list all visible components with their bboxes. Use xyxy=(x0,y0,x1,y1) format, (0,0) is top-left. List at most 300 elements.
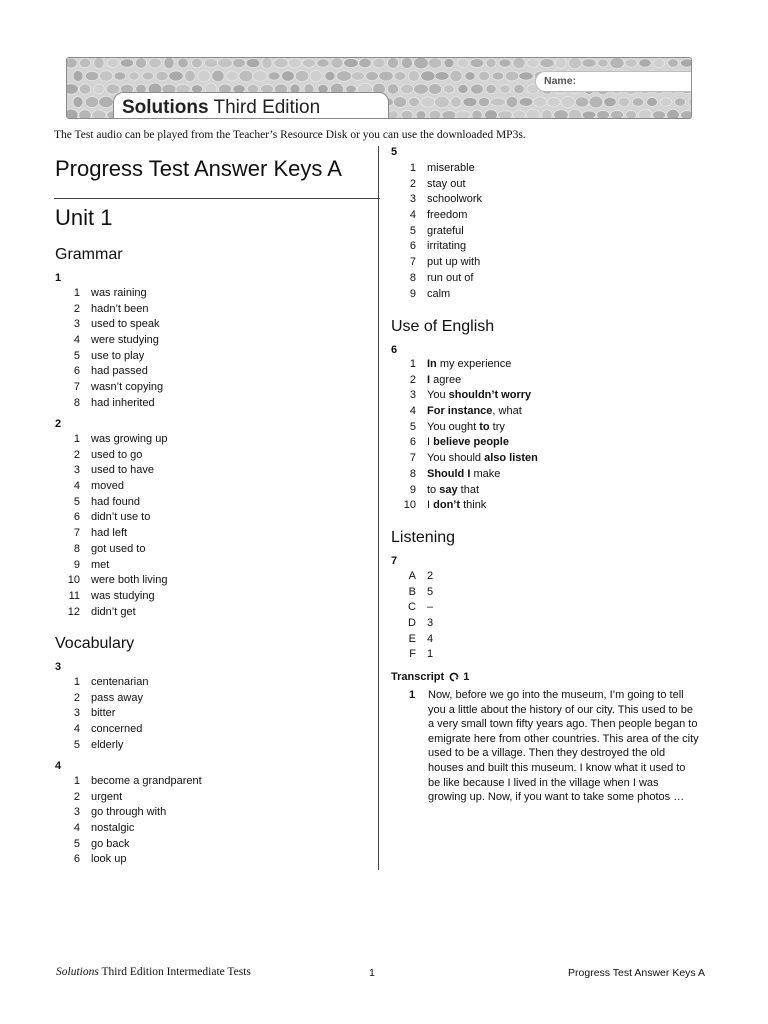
banner-blob xyxy=(519,72,534,80)
section-listening: Listening xyxy=(391,529,456,546)
exercise-4-list xyxy=(55,774,355,868)
banner-blob xyxy=(689,97,692,107)
answer-text: bitter xyxy=(91,707,116,720)
name-field[interactable] xyxy=(535,71,692,92)
exercise-number: 1 xyxy=(55,272,62,284)
answer-text: was raining xyxy=(91,287,147,299)
answer-text: I believe people xyxy=(427,436,509,449)
answer-text: 3 xyxy=(427,617,434,630)
banner-blob xyxy=(435,72,449,81)
answer-text: got used to xyxy=(91,542,146,555)
banner-blob xyxy=(533,97,547,107)
transcript-item-number: 1 xyxy=(409,689,416,701)
answer-number: 3 xyxy=(73,707,80,720)
banner-blob xyxy=(625,59,637,67)
banner-blob xyxy=(366,71,379,80)
banner-blob xyxy=(393,97,406,108)
answer-row xyxy=(391,435,691,451)
banner-blob xyxy=(414,58,429,69)
answer-text: run out of xyxy=(427,271,474,284)
banner-blob xyxy=(409,97,420,106)
banner-blob xyxy=(414,84,429,94)
audio-track-icon xyxy=(449,672,459,682)
banner-blob xyxy=(442,111,456,119)
banner-blob xyxy=(337,71,352,82)
banner-blob xyxy=(472,110,482,119)
answer-number: 3 xyxy=(409,193,416,206)
section-grammar: Grammar xyxy=(55,246,123,263)
answer-text: Should I make xyxy=(427,467,501,480)
banner-blob xyxy=(379,71,394,81)
answer-text: 2 xyxy=(427,570,434,582)
banner-blob xyxy=(589,96,603,108)
answer-key-phrase: Should I xyxy=(427,467,471,480)
answer-number: 5 xyxy=(409,224,416,237)
answer-text: I don’t think xyxy=(427,499,487,512)
answer-key-phrase: For instance xyxy=(427,405,493,418)
banner-blob xyxy=(129,72,139,80)
answer-text: schoolwork xyxy=(427,193,483,206)
exercise-number: 6 xyxy=(391,344,398,356)
banner-blob xyxy=(582,59,596,68)
answer-row xyxy=(55,573,355,589)
banner-blob xyxy=(79,84,91,94)
banner-blob xyxy=(185,70,196,82)
answer-text: 5 xyxy=(427,585,434,598)
answer-row xyxy=(391,192,691,208)
answer-number: 6 xyxy=(409,436,416,449)
answer-row xyxy=(55,333,355,349)
banner-blob xyxy=(204,58,217,67)
banner-blob xyxy=(149,58,162,68)
banner-blob xyxy=(597,110,610,119)
banner-blob xyxy=(67,109,78,119)
answer-row xyxy=(391,287,691,303)
banner-blob xyxy=(218,58,233,68)
footer-book-title xyxy=(56,966,251,978)
answer-key-phrase: don’t xyxy=(433,499,461,512)
banner-blob xyxy=(443,85,454,93)
banner-blob xyxy=(85,96,99,107)
answer-row xyxy=(55,542,355,558)
answer-text: become a grandparent xyxy=(91,775,202,787)
answer-text: use to play xyxy=(91,349,145,362)
answer-number: 2 xyxy=(73,302,80,315)
answer-row xyxy=(391,373,691,389)
answer-text: freedom xyxy=(427,209,468,222)
answer-number: 5 xyxy=(73,738,80,751)
banner-blob xyxy=(478,71,489,81)
answer-row xyxy=(55,774,355,790)
banner-blob xyxy=(639,59,651,67)
section-use-of-english: Use of English xyxy=(391,318,495,335)
answer-row xyxy=(55,589,355,605)
answer-row xyxy=(55,675,355,691)
answer-number: 1 xyxy=(409,162,416,174)
answer-number: 8 xyxy=(409,271,416,284)
answer-text: You should also listen xyxy=(427,452,538,465)
answer-row xyxy=(391,483,691,499)
answer-text: put up with xyxy=(427,256,481,269)
edition-brand: Solutions xyxy=(122,97,209,118)
banner-blob xyxy=(92,110,107,119)
banner-blob xyxy=(120,59,133,67)
transcript-track: 1 xyxy=(463,671,470,683)
answer-row xyxy=(391,616,691,632)
exercise-7-list xyxy=(391,569,691,663)
banner-blob xyxy=(401,58,412,69)
answer-number: 12 xyxy=(67,605,80,618)
answer-row xyxy=(55,706,355,722)
answer-row xyxy=(55,738,355,754)
answer-row xyxy=(55,605,355,621)
banner-blob xyxy=(499,59,511,67)
banner-blob xyxy=(400,84,413,93)
banner-blob xyxy=(421,71,436,81)
answer-row xyxy=(391,177,691,193)
answer-row xyxy=(391,271,691,287)
banner-blob xyxy=(387,58,398,68)
banner-blob xyxy=(178,58,189,68)
exercise-1-list xyxy=(55,286,355,412)
banner-blob xyxy=(253,71,268,82)
answer-text: go back xyxy=(91,837,130,850)
answer-number: 1 xyxy=(73,433,80,445)
answer-text: In my experience xyxy=(427,358,512,370)
banner-blob xyxy=(302,59,315,68)
answer-number: 1 xyxy=(409,358,416,370)
answer-number: 6 xyxy=(73,853,80,866)
banner-blob xyxy=(506,96,518,107)
page-number: 1 xyxy=(369,967,375,979)
answer-row xyxy=(55,463,355,479)
banner-blob xyxy=(568,58,581,69)
banner-blob xyxy=(647,97,658,106)
banner-blob xyxy=(274,58,288,68)
exercise-3-list xyxy=(55,675,355,753)
answer-text: were studying xyxy=(91,334,159,347)
answer-text: had found xyxy=(91,495,140,508)
answer-row xyxy=(55,510,355,526)
banner-blob xyxy=(680,59,692,67)
unit-heading: Unit 1 xyxy=(55,205,113,230)
answer-row xyxy=(55,349,355,365)
answer-text: miserable xyxy=(427,162,475,174)
banner-blob xyxy=(653,58,664,67)
banner-blob xyxy=(73,70,83,81)
answer-text: moved xyxy=(91,480,125,493)
answer-text: You ought to try xyxy=(427,420,505,433)
answer-number: 4 xyxy=(73,480,80,493)
banner-blob xyxy=(310,70,322,82)
banner-blob xyxy=(451,97,462,108)
answer-number: 8 xyxy=(73,542,80,555)
footer-doc-title: Progress Test Answer Keys A xyxy=(568,967,705,979)
answer-row xyxy=(391,647,691,663)
banner-blob xyxy=(79,110,92,119)
banner-blob xyxy=(85,71,99,80)
answer-row xyxy=(55,558,355,574)
banner-blob xyxy=(317,59,329,67)
column-divider xyxy=(378,146,379,870)
answer-key-phrase: also listen xyxy=(484,452,538,465)
answer-number: 1 xyxy=(73,676,80,688)
answer-number: 6 xyxy=(409,240,416,253)
banner-blob xyxy=(626,110,637,119)
answer-number: 10 xyxy=(67,574,80,587)
answer-number: 1 xyxy=(73,287,80,299)
section-vocabulary: Vocabulary xyxy=(55,635,135,652)
banner-blob xyxy=(542,110,552,119)
banner-blob xyxy=(268,72,280,80)
answer-row xyxy=(391,498,691,514)
answer-row xyxy=(55,495,355,511)
answer-number: 5 xyxy=(73,837,80,850)
banner-blob xyxy=(681,111,692,119)
banner-blob xyxy=(660,98,672,106)
answer-row xyxy=(391,600,691,616)
banner-blob xyxy=(435,96,450,108)
answer-key-phrase: say xyxy=(439,483,458,496)
banner-blob xyxy=(575,97,588,107)
banner-blob xyxy=(421,97,435,107)
banner-blob xyxy=(668,59,679,68)
answer-row xyxy=(55,396,355,412)
answer-row xyxy=(391,404,691,420)
banner-blob xyxy=(470,58,484,67)
answer-text: were both living xyxy=(91,574,168,587)
answer-row xyxy=(55,722,355,738)
footer-brand: Solutions xyxy=(56,966,99,978)
answer-row xyxy=(55,691,355,707)
banner-blob xyxy=(388,111,399,119)
answer-text: didn’t use to xyxy=(91,511,151,524)
header-banner xyxy=(66,57,692,119)
answer-text: 4 xyxy=(427,632,434,645)
banner-blob xyxy=(611,110,624,119)
answer-row xyxy=(55,302,355,318)
banner-blob xyxy=(514,84,525,93)
answer-number: D xyxy=(408,617,416,630)
answer-number: C xyxy=(408,601,416,614)
answer-text: had inherited xyxy=(91,396,155,409)
exercise-number: 3 xyxy=(55,661,62,673)
banner-blob xyxy=(359,58,371,68)
banner-blob xyxy=(288,58,301,68)
transcript-text: Now, before we go into the museum, I’m going to tell you a little about the history of our city. This used to be a very small town fifty years ago. Then people began to emigrate here from other countries. This area of the city used to be a village. Then they destroyed the old houses and built this museum. I know what it used to be like because I lived in the village when I was growing up. Now, if you want to take some photos … xyxy=(428,689,699,804)
banner-blob xyxy=(169,71,184,81)
intro-note: The Test audio can be played from the Teacher’s Resource Disk or you can use the downloaded MP3s. xyxy=(54,129,526,141)
banner-blob xyxy=(667,109,680,119)
answer-number: 3 xyxy=(73,806,80,819)
banner-blob xyxy=(486,84,496,93)
answer-row xyxy=(55,286,355,302)
answer-text: wasn’t copying xyxy=(91,381,164,394)
answer-row xyxy=(391,569,691,585)
answer-row xyxy=(391,585,691,601)
answer-text: had left xyxy=(91,527,128,540)
banner-blob xyxy=(246,58,260,67)
banner-blob xyxy=(652,111,665,119)
banner-blob xyxy=(212,70,224,82)
banner-blob xyxy=(492,72,504,80)
answer-text: pass away xyxy=(91,691,143,704)
answer-number: 11 xyxy=(68,589,80,602)
footer-book-suffix: Third Edition Intermediate Tests xyxy=(98,966,251,978)
answer-number: 9 xyxy=(73,558,80,571)
answer-number: 4 xyxy=(409,209,416,222)
answer-number: A xyxy=(408,570,416,582)
answer-text: You shouldn’t worry xyxy=(427,389,532,402)
answer-row xyxy=(391,255,691,271)
banner-blob xyxy=(582,111,596,119)
answer-number: 1 xyxy=(73,775,80,787)
banner-blob xyxy=(675,98,686,106)
banner-blob xyxy=(610,58,624,69)
answer-text: had passed xyxy=(91,365,148,378)
exercise-5-list xyxy=(391,161,691,302)
banner-blob xyxy=(478,97,489,106)
answer-text: stay out xyxy=(427,177,466,190)
banner-blob xyxy=(471,84,484,94)
answer-key-phrase: In xyxy=(427,358,437,370)
answer-row xyxy=(55,380,355,396)
answer-number: 4 xyxy=(73,334,80,347)
banner-blob xyxy=(500,85,511,94)
banner-blob xyxy=(548,97,561,106)
banner-blob xyxy=(457,58,468,68)
banner-blob xyxy=(67,58,77,68)
banner-blob xyxy=(262,58,272,69)
answer-text: I agree xyxy=(427,373,462,386)
answer-text: to say that xyxy=(427,483,479,496)
transcript-heading xyxy=(391,671,469,683)
answer-row xyxy=(391,357,691,373)
answer-text: concerned xyxy=(91,723,143,736)
answer-text: look up xyxy=(91,853,127,866)
answer-number: 8 xyxy=(409,467,416,480)
answer-number: 2 xyxy=(409,177,416,190)
banner-blob xyxy=(344,58,359,67)
banner-blob xyxy=(192,58,203,68)
banner-blob xyxy=(394,72,406,81)
answer-number: 4 xyxy=(73,723,80,736)
banner-blob xyxy=(331,58,343,68)
answer-row xyxy=(391,224,691,240)
banner-blob xyxy=(295,70,309,81)
answer-text: elderly xyxy=(91,738,124,751)
banner-blob xyxy=(408,71,419,82)
answer-text: calm xyxy=(427,287,451,300)
answer-row xyxy=(391,208,691,224)
exercise-number: 5 xyxy=(391,146,398,158)
edition-title xyxy=(122,97,320,119)
page-title: Progress Test Answer Keys A xyxy=(55,156,342,181)
answer-number: 2 xyxy=(73,448,80,461)
answer-text: hadn’t been xyxy=(91,302,149,315)
answer-row xyxy=(391,239,691,255)
exercise-6-list xyxy=(391,357,691,514)
exercise-number: 2 xyxy=(55,418,62,430)
answer-row xyxy=(55,821,355,837)
answer-number: 5 xyxy=(409,420,416,433)
answer-number: 7 xyxy=(73,527,80,540)
answer-number: E xyxy=(408,632,416,645)
banner-blob xyxy=(450,70,462,82)
banner-blob xyxy=(387,84,399,94)
banner-blob xyxy=(325,71,335,80)
answer-row xyxy=(391,161,691,177)
banner-blob xyxy=(568,109,581,119)
banner-blob xyxy=(604,97,616,107)
answer-row xyxy=(55,790,355,806)
answer-row xyxy=(391,420,691,436)
answer-number: 8 xyxy=(73,396,80,409)
answer-row xyxy=(55,837,355,853)
banner-blob xyxy=(114,72,126,80)
banner-blob xyxy=(226,71,238,81)
banner-blob xyxy=(498,111,513,119)
exercise-number: 7 xyxy=(391,555,398,567)
banner-blob xyxy=(444,58,454,67)
banner-blob xyxy=(619,97,630,106)
banner-blob xyxy=(526,109,540,119)
banner-blob xyxy=(505,71,519,81)
banner-blob xyxy=(156,71,168,81)
banner-blob xyxy=(282,71,295,82)
answer-row xyxy=(55,317,355,333)
banner-blob xyxy=(351,72,364,81)
answer-number: 2 xyxy=(409,373,416,386)
answer-number: B xyxy=(408,585,416,598)
exercise-2-list xyxy=(55,432,355,620)
banner-blob xyxy=(428,58,442,68)
banner-blob xyxy=(632,98,643,107)
banner-blob xyxy=(198,70,210,82)
answer-text: was growing up xyxy=(91,433,168,445)
answer-key-phrase: believe people xyxy=(433,436,509,449)
answer-number: 7 xyxy=(409,452,416,465)
answer-row xyxy=(55,852,355,868)
answer-number: 9 xyxy=(409,287,416,300)
answer-number: 7 xyxy=(409,256,416,269)
banner-blob xyxy=(373,58,385,68)
answer-row xyxy=(391,451,691,467)
banner-blob xyxy=(239,70,253,82)
answer-number: F xyxy=(409,648,416,661)
banner-blob xyxy=(401,110,413,119)
banner-blob xyxy=(519,98,533,107)
answer-text: irritating xyxy=(427,240,467,253)
answer-text: used to have xyxy=(91,464,154,477)
name-label: Name: xyxy=(544,75,577,87)
banner-blob xyxy=(458,84,468,93)
banner-blob xyxy=(67,84,78,94)
answer-number: 3 xyxy=(73,464,80,477)
answer-row xyxy=(391,467,691,483)
banner-blob xyxy=(94,84,105,94)
banner-blob xyxy=(463,97,477,106)
banner-blob xyxy=(527,59,539,68)
answer-number: 3 xyxy=(73,318,80,331)
answer-row xyxy=(55,805,355,821)
answer-text: For instance, what xyxy=(427,405,522,418)
answer-text: 1 xyxy=(427,648,434,661)
banner-blob xyxy=(429,110,441,119)
banner-blob xyxy=(485,110,498,119)
answer-text: used to go xyxy=(91,448,143,461)
answer-key-phrase: shouldn’t worry xyxy=(448,389,532,402)
